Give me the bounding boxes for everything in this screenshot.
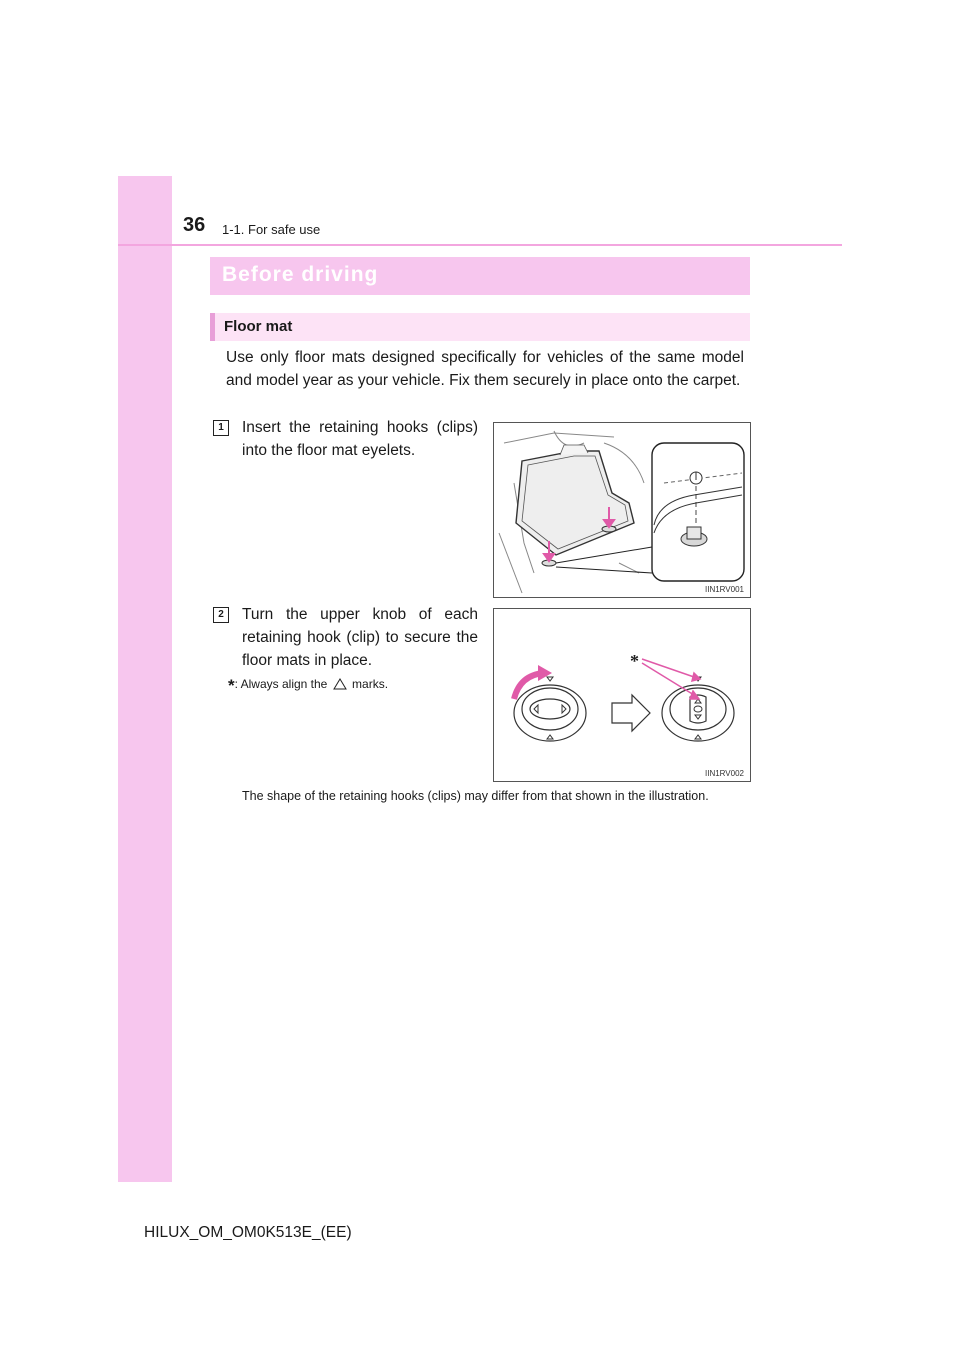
step-2-text: Turn the upper knob of each retaining hook (clip) to secure the floor mats in place.	[242, 606, 478, 669]
subheading-accent	[210, 313, 215, 341]
page-side-tab	[118, 176, 172, 1182]
step-1-number: 1	[213, 420, 229, 436]
page-number: 36	[183, 214, 206, 236]
figure-code: IIN1RV002	[705, 769, 744, 778]
figure-star-label: *	[630, 651, 639, 671]
step-1-text: Insert the retaining hooks (clips) into the floor mat eyelets.	[242, 419, 478, 459]
note-suffix: marks.	[352, 677, 389, 691]
note-prefix: : Always align the	[234, 677, 328, 691]
subheading-bar	[210, 313, 750, 341]
figure-code: IIN1RV001	[705, 585, 744, 594]
title-bar	[210, 257, 750, 295]
intro-paragraph: Use only floor mats designed specifically for vehicles of the same model and model year as your vehicle. Fix them securely in place onto the carpet.	[226, 349, 744, 389]
note-star: *	[228, 676, 235, 695]
step-2-number: 2	[213, 607, 229, 623]
illustration-footnote: The shape of the retaining hooks (clips) may differ from that shown in the illustration.	[242, 789, 709, 803]
header-divider	[118, 244, 842, 246]
page-title: Before driving	[222, 263, 379, 286]
floor-mat-illustration	[494, 423, 750, 597]
figure-knob-rotation	[493, 608, 751, 782]
subheading: Floor mat	[224, 318, 293, 335]
triangle-mark-icon	[333, 678, 347, 690]
figure-floor-mat-hooks	[493, 422, 751, 598]
section-label: 1-1. For safe use	[222, 222, 321, 237]
document-code-footer: HILUX_OM_OM0K513E_(EE)	[144, 1224, 352, 1241]
knob-rotation-illustration	[494, 609, 750, 781]
note-align-marks	[228, 676, 388, 696]
